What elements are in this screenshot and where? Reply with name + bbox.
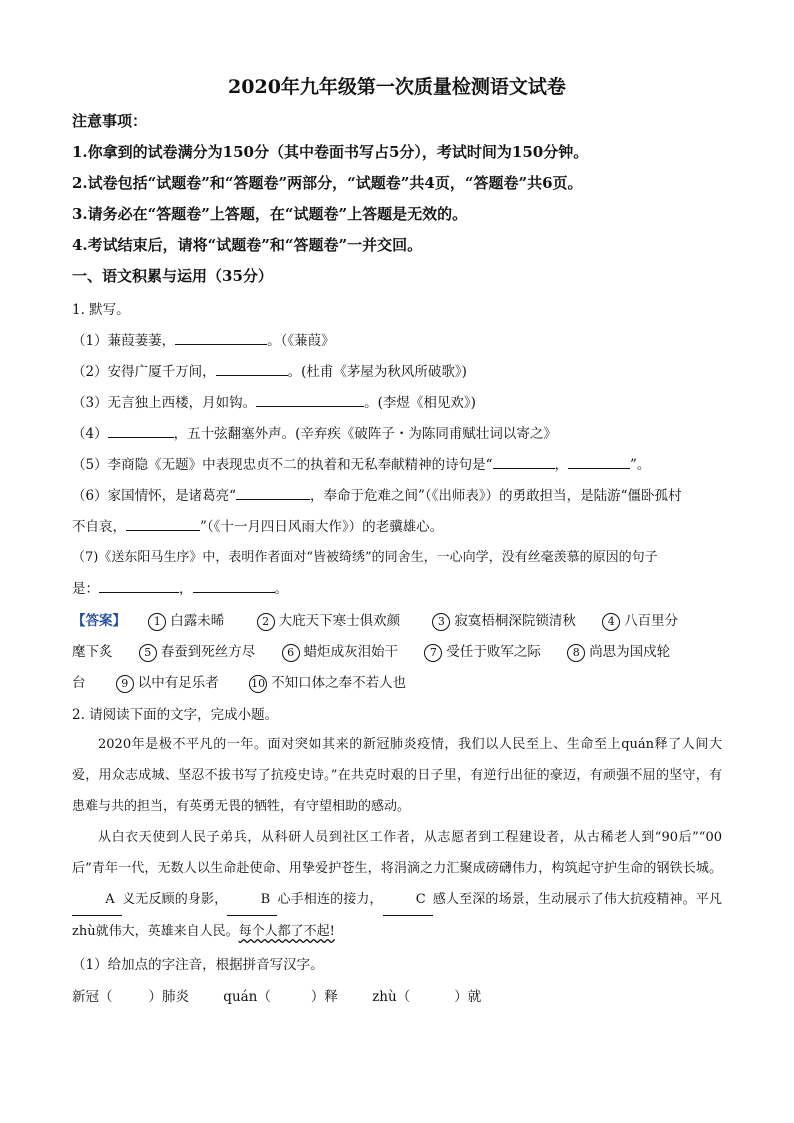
- notice-item-1: 1.你拿到的试卷满分为150分（其中卷面书写占5分），考试时间为150分钟。: [72, 143, 589, 161]
- answer-blank: [493, 454, 555, 469]
- blank-a: A: [72, 884, 122, 916]
- answer-item: 6 蜡炬成灰泪始干: [282, 644, 399, 660]
- answer-blank: [256, 392, 364, 407]
- answer-item: 7 受任于败军之际: [424, 644, 541, 660]
- answer-blank: [236, 485, 310, 500]
- question-1-line-1: （1）蒹葭萋萋， 。（《蒹葭》: [72, 329, 335, 349]
- notice-item-4: 4.考试结束后，请将“试题卷”和“答题卷”一并交回。: [72, 236, 423, 254]
- question-1-label: 1. 默写。: [72, 302, 130, 318]
- question-1-line-6: （6）家国情怀，是诸葛亮“ ，奉命于危难之间”（《出师表》）的勇敢担当，是陆游“僵卧孤村: [72, 484, 682, 504]
- question-1-line-4: （4） ，五十弦翻塞外声。(辛弃疾《破阵子・为陈同甫赋壮词以寄之》: [72, 422, 557, 442]
- answer-item: 5 春蚕到死丝方尽: [139, 644, 256, 660]
- question-1-line-7: （7)《送东阳马生序》中，表明作者面对“皆被绮绣”的同舍生，一心向学，没有丝毫羡慕的原因的句子: [72, 550, 658, 565]
- reading-passage: [72, 729, 722, 947]
- question-1-line-6-cont: 不自哀， ”（《十一月四日风雨大作》）的老骥雄心。: [72, 515, 443, 535]
- answer-blank: [108, 423, 174, 438]
- sub-question-1-items: 新冠（ ）肺炎 quán（ ）释 zhù（ ）就: [72, 989, 482, 1005]
- answer-item: 2 大庇天下寒士俱欢颜: [257, 613, 401, 629]
- answer-item: 1 白露未晞: [148, 613, 224, 629]
- answer-row-2: 麾下炙 5 春蚕到死丝方尽 6 蜡炬成灰泪始干 7 受任于败军之际 8 尚思为国戍轮: [72, 644, 671, 660]
- answer-blank: [193, 578, 275, 593]
- notice-item-2: 2.试卷包括“试题卷”和“答题卷”两部分，“试题卷”共4页，“答题卷”共6页。: [72, 174, 583, 192]
- notice-item-3: 3.请务必在“答题卷”上答题，在“试题卷”上答题是无效的。: [72, 205, 468, 223]
- answer-item: 3 寂寞梧桐深院锁清秋: [432, 613, 576, 629]
- answer-blank: [175, 330, 267, 345]
- page-title: 2020年九年级第一次质量检测语文试卷: [228, 76, 566, 98]
- answer-blank: [568, 454, 630, 469]
- answer-tag: 【答案】: [72, 613, 126, 629]
- section-heading: 一、语文积累与运用（35分）: [72, 267, 273, 285]
- answer-row-3: 台 9 以中有足乐者 10 不知口体之奉不若人也: [72, 675, 407, 691]
- answer-item: 4 八百里分: [602, 613, 678, 629]
- question-1-line-2: （2）安得广厦千万间， 。(杜甫《茅屋为秋风所破歌》): [72, 360, 467, 380]
- answer-item: 10 不知口体之奉不若人也: [251, 675, 407, 691]
- question-2-label: 2. 请阅读下面的文字，完成小题。: [72, 707, 279, 723]
- answer-row-1: [72, 609, 678, 631]
- answer-item: 8 尚思为国戍轮: [567, 644, 670, 660]
- question-1-line-3: （3）无言独上西楼，月如钩。 。(李煜《相见欢》): [72, 391, 476, 411]
- passage-paragraph-1: 2020年是极不平凡的一年。面对突如其来的新冠肺炎疫情，我们以人民至上、生命至上quán释了人间大爱，用众志成城、坚忍不拔书写了抗疫史诗。”在共克时艰的日子里，有逆行出征的豪迈，有顽强不屈的坚守，有患难与共的担当，有英勇无畏的牺牲，有守望相助的感动。: [72, 737, 722, 814]
- answer-item: 9 以中有足乐者: [116, 675, 219, 691]
- passage-paragraph-2: 从白衣天使到人民子弟兵，从科研人员到社区工作者，从志愿者到工程建设者，从古稀老人到“90后”“00后”青年一代，无数人以生命赴使命、用挚爱护苍生，将涓滴之力汇聚成磅礴伟力，构筑起守护生命的钢铁长城。A 义无反顾的身影， B 心手相连的接力， C 感人至深的场景，生动展示了伟大抗疫精神。平凡zhù就伟大，英雄来自人民。每个人都了不起!: [72, 830, 722, 939]
- sub-question-1-label: （1）给加点的字注音，根据拼音写汉字。: [72, 957, 324, 973]
- answer-blank: [126, 516, 200, 531]
- blank-b: B: [227, 884, 277, 916]
- question-1-line-7-cont: 是： ， 。: [72, 577, 288, 597]
- wavy-underlined-sentence: 每个人都了不起!: [238, 924, 335, 939]
- blank-c: C: [383, 884, 433, 916]
- notice-heading: 注意事项：: [72, 112, 148, 130]
- question-1-line-5: （5）李商隐《无题》中表现忠贞不二的执着和无私奉献精神的诗句是“ ， ”。: [72, 453, 650, 473]
- answer-blank: [216, 361, 288, 376]
- answer-blank: [99, 578, 179, 593]
